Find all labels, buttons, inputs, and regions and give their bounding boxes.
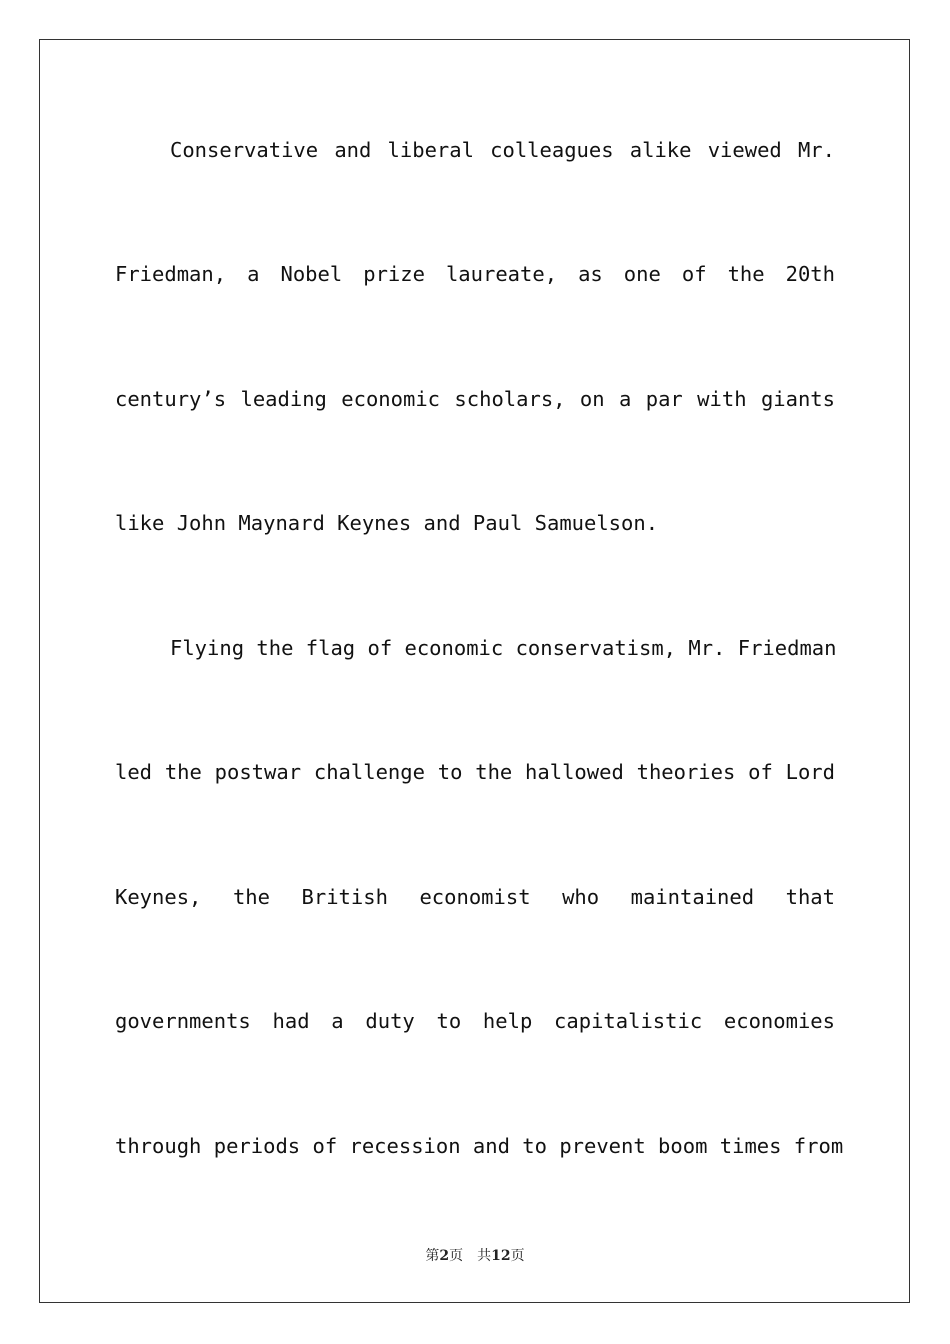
paragraph-1-line-4: like John Maynard Keynes and Paul Samuelson. <box>115 511 659 535</box>
paragraph-2-line-5: through periods of recession and to prevent boom times from <box>115 1134 844 1158</box>
page-border <box>39 39 910 1303</box>
total-pages-indicator: 共12页 <box>477 1248 525 1264</box>
paragraph-1-line-1: Conservative and liberal colleagues alike viewed Mr. <box>170 138 835 162</box>
total-page-count: 12 <box>491 1248 511 1264</box>
paragraph-1-line-2: Friedman, a Nobel prize laureate, as one of the 20th <box>115 262 835 286</box>
paragraph-2-line-1: Flying the flag of economic conservatism, Mr. Friedman <box>170 636 837 660</box>
page-footer <box>0 1246 950 1266</box>
paragraph-1-line-3: century’s leading economic scholars, on a par with giants <box>115 387 835 411</box>
paragraph-2-line-2: led the postwar challenge to the hallowed theories of Lord <box>115 760 835 784</box>
paragraph-2-line-3: Keynes, the British economist who maintained that <box>115 885 835 909</box>
paragraph-2-line-4: governments had a duty to help capitalistic economies <box>115 1009 835 1033</box>
current-page-number: 2 <box>439 1248 450 1264</box>
page-indicator: 第2页 <box>425 1248 464 1264</box>
